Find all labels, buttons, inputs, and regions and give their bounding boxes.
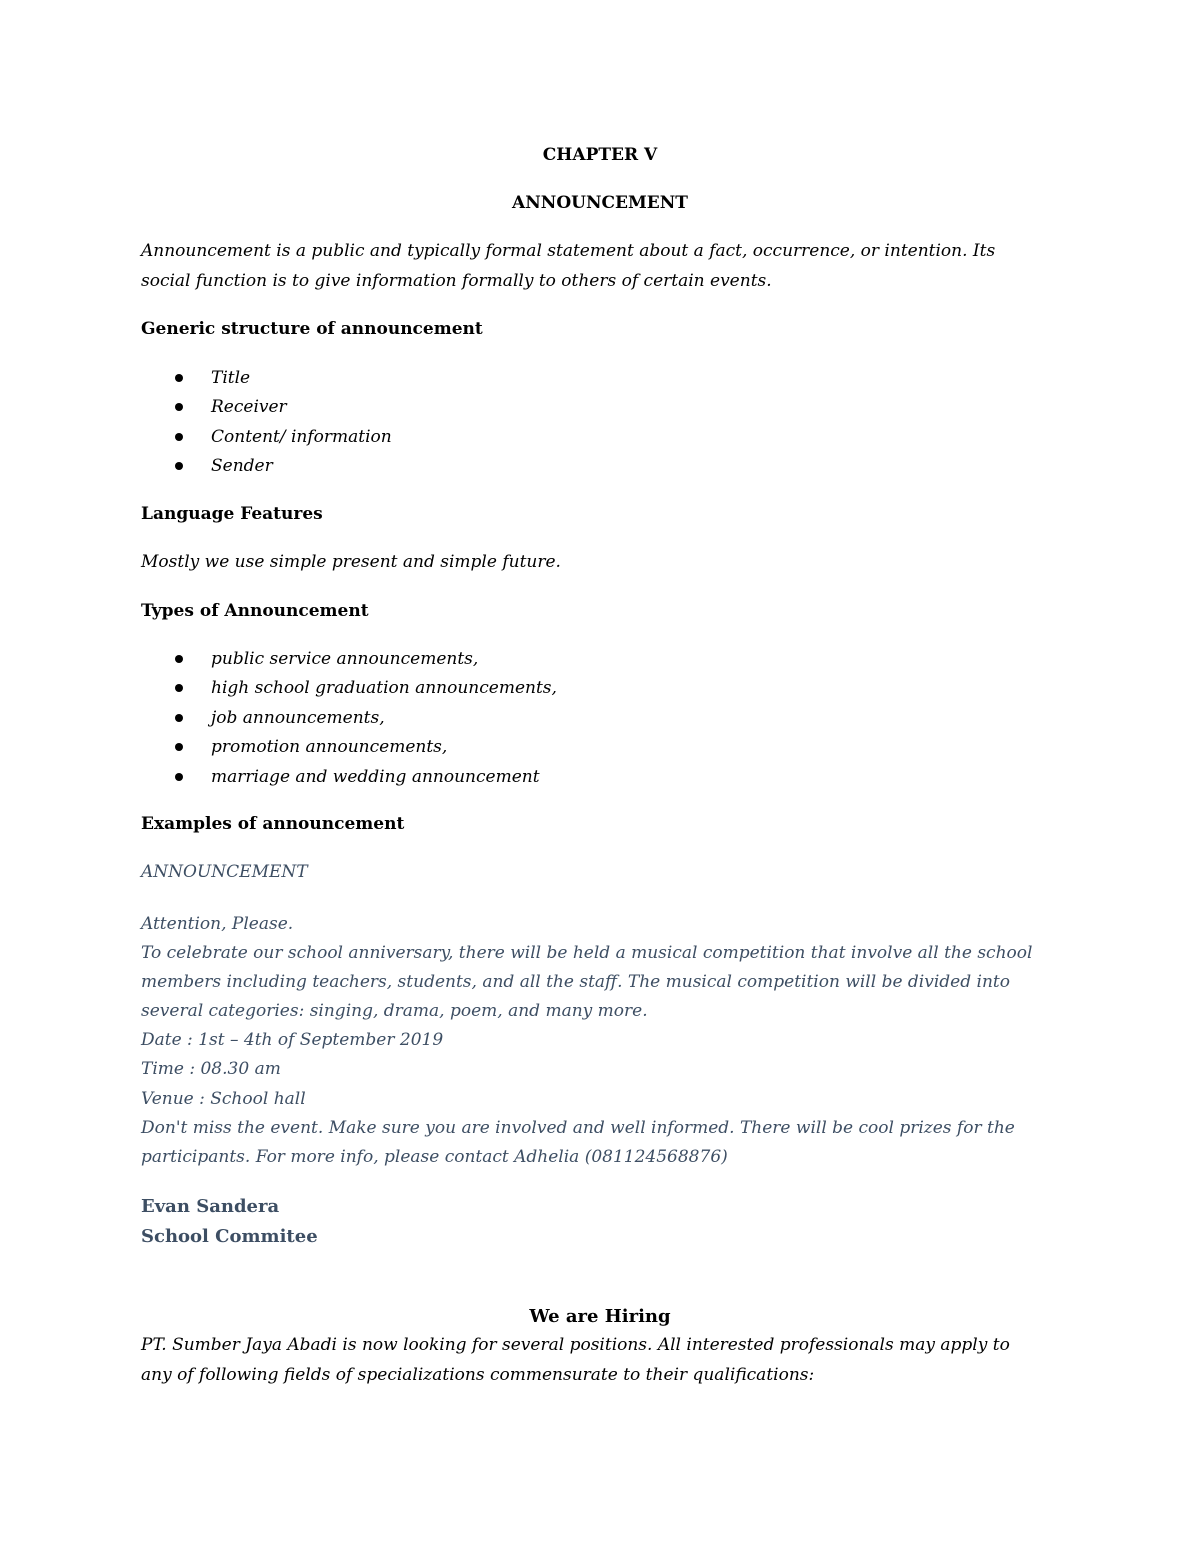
example1-line: Attention, Please. [141,914,294,934]
example2-line: any of following fields of specializations commensurate to their qualifications: [141,1364,815,1385]
definition-paragraph [141,237,1061,296]
example1-line: To celebrate our school anniversary, there will be held a musical competition that involve all the school [141,943,1033,964]
bullet-icon [175,684,183,692]
example1-line: Time : 08.30 am [141,1059,281,1080]
example1-line: participants. For more info, please contact Adhelia (081124568876) [141,1146,728,1167]
chapter-title: CHAPTER V [542,145,658,165]
example2-title: We are Hiring [529,1306,671,1327]
example2-line: PT. Sumber Jaya Abadi is now looking for several positions. All interested professionals may apply to [141,1335,1010,1355]
bullet-icon [175,433,183,441]
example1-line: Don't miss the event. Make sure you are involved and well informed. There will be cool prizes for the [141,1117,1015,1138]
examples-heading: Examples of announcement [141,814,405,834]
example1-sender-org: School Commitee [141,1226,318,1247]
bullet-icon [175,773,183,781]
definition-line: social function is to give information formally to others of certain events. [141,270,772,291]
document-page: CHAPTER V ANNOUNCEMENT Announcement is a public and typically formal statement about a fact, occurrence, or intention. Its social function is to give information formally to others of certain events. Generic structure of announcement Title Receiver Content/ information Sender Language Features Mostly we use simple present and simple future. Types of Announcement public service announcements, high school graduation announcements, job announcements, promotion announcements, marriage and wedding announcement Examples of announcement ANNOUNCEMENT Attention, Please. To celebrate our school anniversary, there will be held a musical competition that involve all the school members including teachers, students, and all the staff. The musical competition will be divided into several categories: singing, drama, poem, and many more. Date : 1st – 4th of September 2019 Time : 08.30 am Venue : School hall Don't miss the event. Make sure you are involved and well informed. There will be cool prizes for the participants. For more info, please contact Adhelia (081124568876) Evan Sandera School Commitee We are Hiring PT. Sumber Jaya Abadi is now looking for several positions. All interested professionals may apply to any of following fields of specializations commensurate to their qualifications: [0,0,1200,1553]
bullet-icon [175,743,183,751]
chapter-subtitle: ANNOUNCEMENT [512,193,688,213]
example1-body [141,910,1061,1172]
example1-line: several categories: singing, drama, poem, and many more. [141,1001,648,1022]
example2-body [141,1331,1061,1390]
example1-line: members including teachers, students, and all the staff. The musical competition will be divided into [141,972,1010,993]
example1-title: ANNOUNCEMENT [141,862,308,882]
bullet-icon [175,714,183,722]
bullet-icon [175,374,183,382]
bullet-icon [175,462,183,470]
definition-line: Announcement is a public and typically formal statement about a fact, occurrence, or intention. Its [141,241,996,261]
example1-sender-name: Evan Sandera [141,1196,280,1217]
language-features-heading: Language Features [141,504,323,524]
language-features-text: Mostly we use simple present and simple future. [141,552,561,572]
bullet-icon [175,655,183,663]
bullet-icon [175,403,183,411]
example1-line: Date : 1st – 4th of September 2019 [141,1030,444,1051]
types-heading: Types of Announcement [141,601,369,621]
example1-line: Venue : School hall [141,1088,306,1109]
generic-structure-heading: Generic structure of announcement [141,319,483,339]
